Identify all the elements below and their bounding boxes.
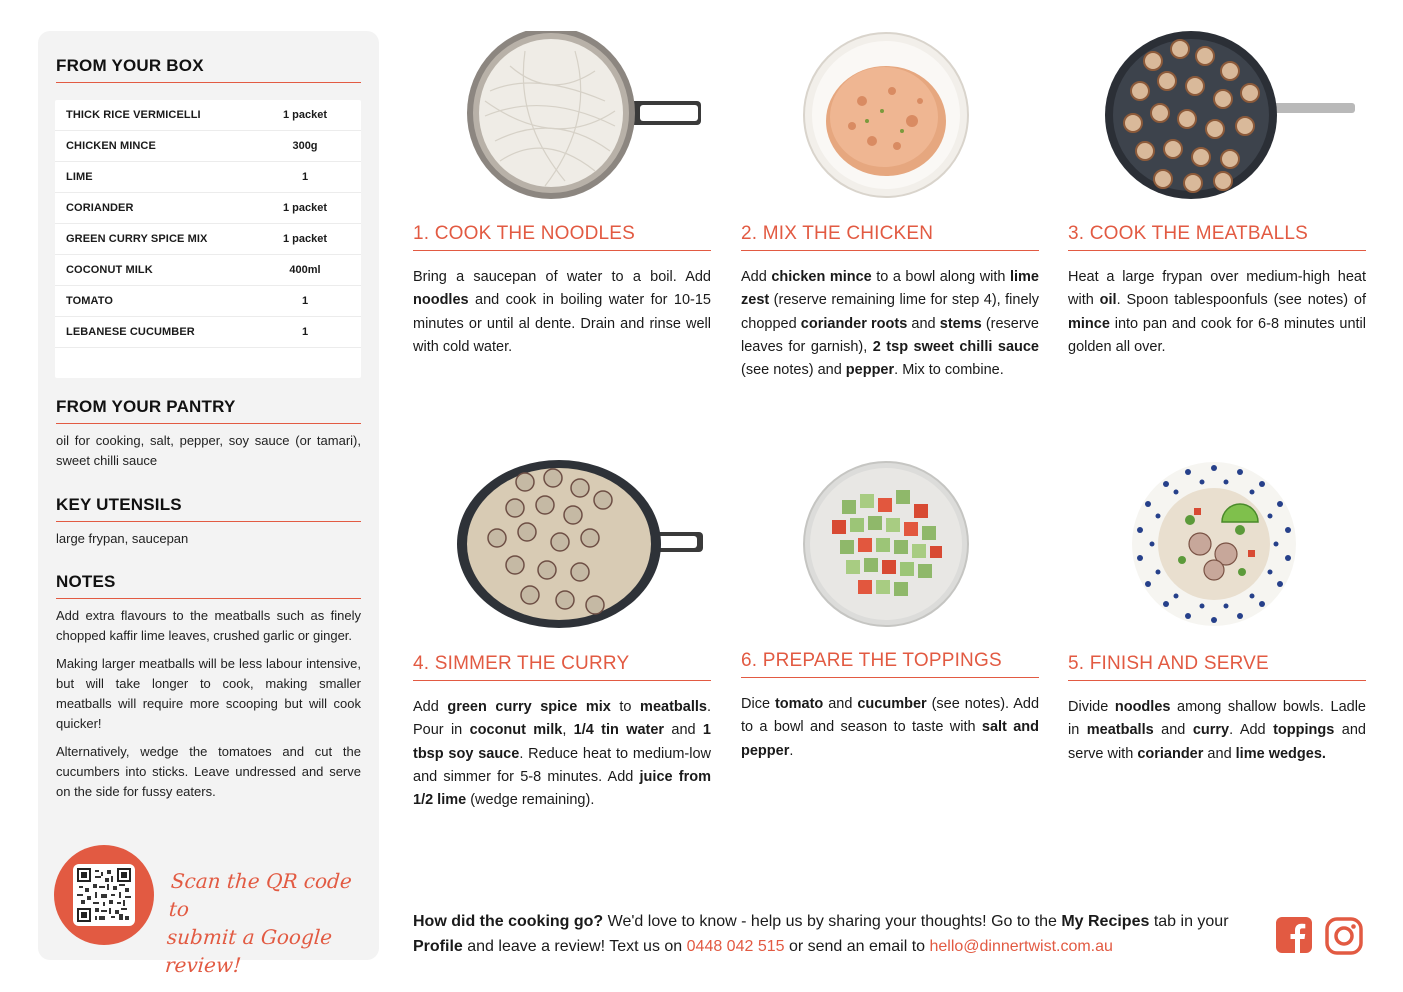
step-text: (see notes) and xyxy=(741,362,846,379)
step-text-bold: cucumber xyxy=(857,696,927,712)
ingredient-quantity: 1 xyxy=(301,295,309,307)
step-text: to xyxy=(610,699,641,715)
note-3: Alternatively, wedge the tomatoes and cut the cucumbers into sticks. Leave undressed and serve on the side for fussy eaters. xyxy=(56,744,361,799)
curry-in-pan-photo xyxy=(455,460,705,628)
qr-code[interactable] xyxy=(73,864,135,926)
step-text: . Pour in xyxy=(413,699,711,739)
ingredient-row xyxy=(55,286,361,317)
utensils-text: large frypan, saucepan xyxy=(56,531,189,546)
key-utensils-heading: KEY UTENSILS xyxy=(56,495,361,522)
step-text: to a bowl along with xyxy=(871,269,1010,285)
noodles-in-saucepan-photo xyxy=(455,31,705,199)
step-text-bold: toppings xyxy=(1273,722,1335,739)
step-text: (reserve leaves for garnish), xyxy=(741,315,1039,355)
step-text: Heat a large frypan over medium-high heat with xyxy=(1068,269,1366,309)
ingredient-quantity: 1 xyxy=(301,171,309,183)
instagram-icon[interactable] xyxy=(1325,917,1363,955)
meatballs-in-frypan-photo xyxy=(1105,31,1360,199)
step-text: (see notes). Add to a bowl and season to taste with xyxy=(741,696,1040,736)
note-1: Add extra flavours to the meatballs such as finely chopped kaffir lime leaves, crushed garlic or ginger. xyxy=(56,608,361,643)
ingredient-name: LIME xyxy=(66,171,93,183)
step-text-bold: juice from 1/2 lime xyxy=(413,768,711,809)
step-text: . Add xyxy=(1229,722,1274,739)
step-text: . xyxy=(789,742,794,759)
step-text: . Reduce heat to medium-low and simmer for 5-8 minutes. Add xyxy=(413,745,711,785)
step-5-title: 5. FINISH AND SERVE xyxy=(1068,653,1366,681)
note-2: Making larger meatballs will be less labour intensive, but will take longer to cook, making smaller meatballs will require more scooping but will cook quicker! xyxy=(56,656,361,731)
step-text: and serve with xyxy=(1068,722,1366,762)
ingredient-name: GREEN CURRY SPICE MIX xyxy=(66,233,208,245)
step-text: (wedge remaining). xyxy=(466,792,595,809)
step-text-bold: green curry spice mix xyxy=(447,699,611,715)
ingredient-name: TOMATO xyxy=(66,295,114,307)
step-text: Dice xyxy=(741,696,775,712)
email-link[interactable]: hello@dinnertwist.com.au xyxy=(929,938,1113,955)
ingredient-quantity: 1 packet xyxy=(282,109,328,121)
ingredient-row xyxy=(55,255,361,286)
step-text: among shallow bowls. Ladle in xyxy=(1068,699,1366,739)
step-text-bold: meatballs xyxy=(640,699,707,715)
ingredient-row-empty xyxy=(55,348,361,378)
step-text: (reserve remaining lime for step 4), finely chopped xyxy=(741,292,1039,332)
facebook-icon[interactable] xyxy=(1276,917,1314,955)
chicken-mince-bowl-photo xyxy=(802,31,970,199)
step-text-bold: oil xyxy=(1099,292,1117,309)
footer-text-1: We'd love to know - help us by sharing your thoughts! Go to the xyxy=(603,913,1062,930)
footer-text-2: tab in your xyxy=(1149,913,1229,930)
ingredient-name: COCONUT MILK xyxy=(66,264,153,276)
footer-question: How did the cooking go? xyxy=(413,913,604,930)
footer-profile: Profile xyxy=(413,938,463,955)
step-text: and xyxy=(823,696,858,712)
step-2-title: 2. MIX THE CHICKEN xyxy=(741,223,1039,251)
sidebar xyxy=(38,31,379,977)
ingredient-row xyxy=(55,100,361,131)
step-text-bold: coriander xyxy=(1137,745,1204,762)
step-text-bold: noodles xyxy=(1114,699,1171,715)
step-6-title: 6. PREPARE THE TOPPINGS xyxy=(741,650,1039,678)
step-text-bold: lime wedges. xyxy=(1235,745,1326,762)
step-text: Add xyxy=(413,699,448,715)
ingredient-name: CHICKEN MINCE xyxy=(66,140,156,152)
step-text: and xyxy=(1153,722,1193,739)
step-text-bold: 1 tbsp soy sauce xyxy=(413,722,711,762)
step-text: and xyxy=(664,722,703,739)
step-text: Bring a saucepan of water to a boil. Add xyxy=(413,269,711,285)
ingredients-table xyxy=(55,100,361,378)
step-text-bold: salt and pepper xyxy=(741,719,1039,759)
step-text: Divide xyxy=(1068,699,1115,715)
step-text-bold: tomato xyxy=(774,696,824,712)
ingredient-row xyxy=(55,131,361,162)
step-text-bold: lime zest xyxy=(741,269,1039,309)
ingredient-quantity: 1 packet xyxy=(282,233,328,245)
step-3-body xyxy=(1068,266,1366,359)
step-text-bold: coriander roots xyxy=(800,315,908,332)
ingredient-quantity: 1 xyxy=(301,326,309,338)
step-text-bold: curry xyxy=(1192,722,1230,739)
step-text: and cook in boiling water for 10-15 minutes or until al dente. Drain and rinse well with cold water. xyxy=(413,292,711,355)
from-your-pantry-heading: FROM YOUR PANTRY xyxy=(56,397,361,424)
step-4-title: 4. SIMMER THE CURRY xyxy=(413,653,711,681)
ingredient-name: THICK RICE VERMICELLI xyxy=(66,109,201,121)
pantry-text: oil for cooking, salt, pepper, soy sauce (or tamari), sweet chilli sauce xyxy=(56,433,361,468)
plated-dish-photo xyxy=(1130,460,1298,628)
step-4-body xyxy=(413,696,711,812)
step-text: and xyxy=(907,315,940,332)
ingredient-row xyxy=(55,224,361,255)
qr-code-badge[interactable] xyxy=(54,845,154,945)
phone-link[interactable]: 0448 042 515 xyxy=(686,938,785,955)
step-text-bold: stems xyxy=(939,315,982,332)
step-text-bold: noodles xyxy=(413,292,469,309)
step-text: into pan and cook for 6-8 minutes until golden all over. xyxy=(1068,315,1366,355)
step-text-bold: coconut milk xyxy=(469,722,563,739)
ingredient-row xyxy=(55,317,361,348)
ingredient-quantity: 1 packet xyxy=(282,202,328,214)
step-text: Add xyxy=(741,269,772,285)
ingredient-row xyxy=(55,162,361,193)
tomato-cucumber-bowl-photo xyxy=(802,460,970,628)
step-text-bold: chicken mince xyxy=(771,269,872,285)
step-text-bold: pepper xyxy=(845,362,895,379)
step-text-bold: 2 tsp sweet chilli sauce xyxy=(872,338,1039,355)
step-text: . Spoon tablespoonfuls (see notes) of xyxy=(1116,292,1366,309)
footer-text-3: and leave a review! Text us on xyxy=(462,938,687,955)
notes-text xyxy=(56,606,361,810)
notes-heading: NOTES xyxy=(56,572,361,599)
from-your-box-heading: FROM YOUR BOX xyxy=(56,56,361,83)
qr-caption-line-2: submit a Google review! xyxy=(164,925,333,977)
step-text: and xyxy=(1203,745,1236,762)
ingredient-name: CORIANDER xyxy=(66,202,134,214)
ingredient-quantity: 400ml xyxy=(289,264,321,276)
step-text-bold: meatballs xyxy=(1086,722,1154,739)
step-1-body xyxy=(413,266,711,359)
qr-caption-line-1: Scan the QR code to xyxy=(168,869,353,921)
qr-caption xyxy=(164,867,372,979)
feedback-footer xyxy=(413,909,1263,959)
footer-my-recipes: My Recipes xyxy=(1061,913,1150,930)
footer-text-4: or send an email to xyxy=(784,938,930,955)
qr-code-icon xyxy=(77,868,131,922)
step-text-bold: 1/4 tin water xyxy=(573,722,665,739)
step-1-title: 1. COOK THE NOODLES xyxy=(413,223,711,251)
step-5-body xyxy=(1068,696,1366,766)
ingredient-quantity: 300g xyxy=(292,140,318,152)
step-2-body xyxy=(741,266,1039,382)
ingredient-row xyxy=(55,193,361,224)
step-text-bold: mince xyxy=(1068,315,1110,332)
step-text: , xyxy=(562,722,574,739)
ingredient-name: LEBANESE CUCUMBER xyxy=(66,326,195,338)
step-text: . Mix to combine. xyxy=(894,362,1004,379)
step-3-title: 3. COOK THE MEATBALLS xyxy=(1068,223,1366,251)
step-6-body xyxy=(741,693,1039,763)
